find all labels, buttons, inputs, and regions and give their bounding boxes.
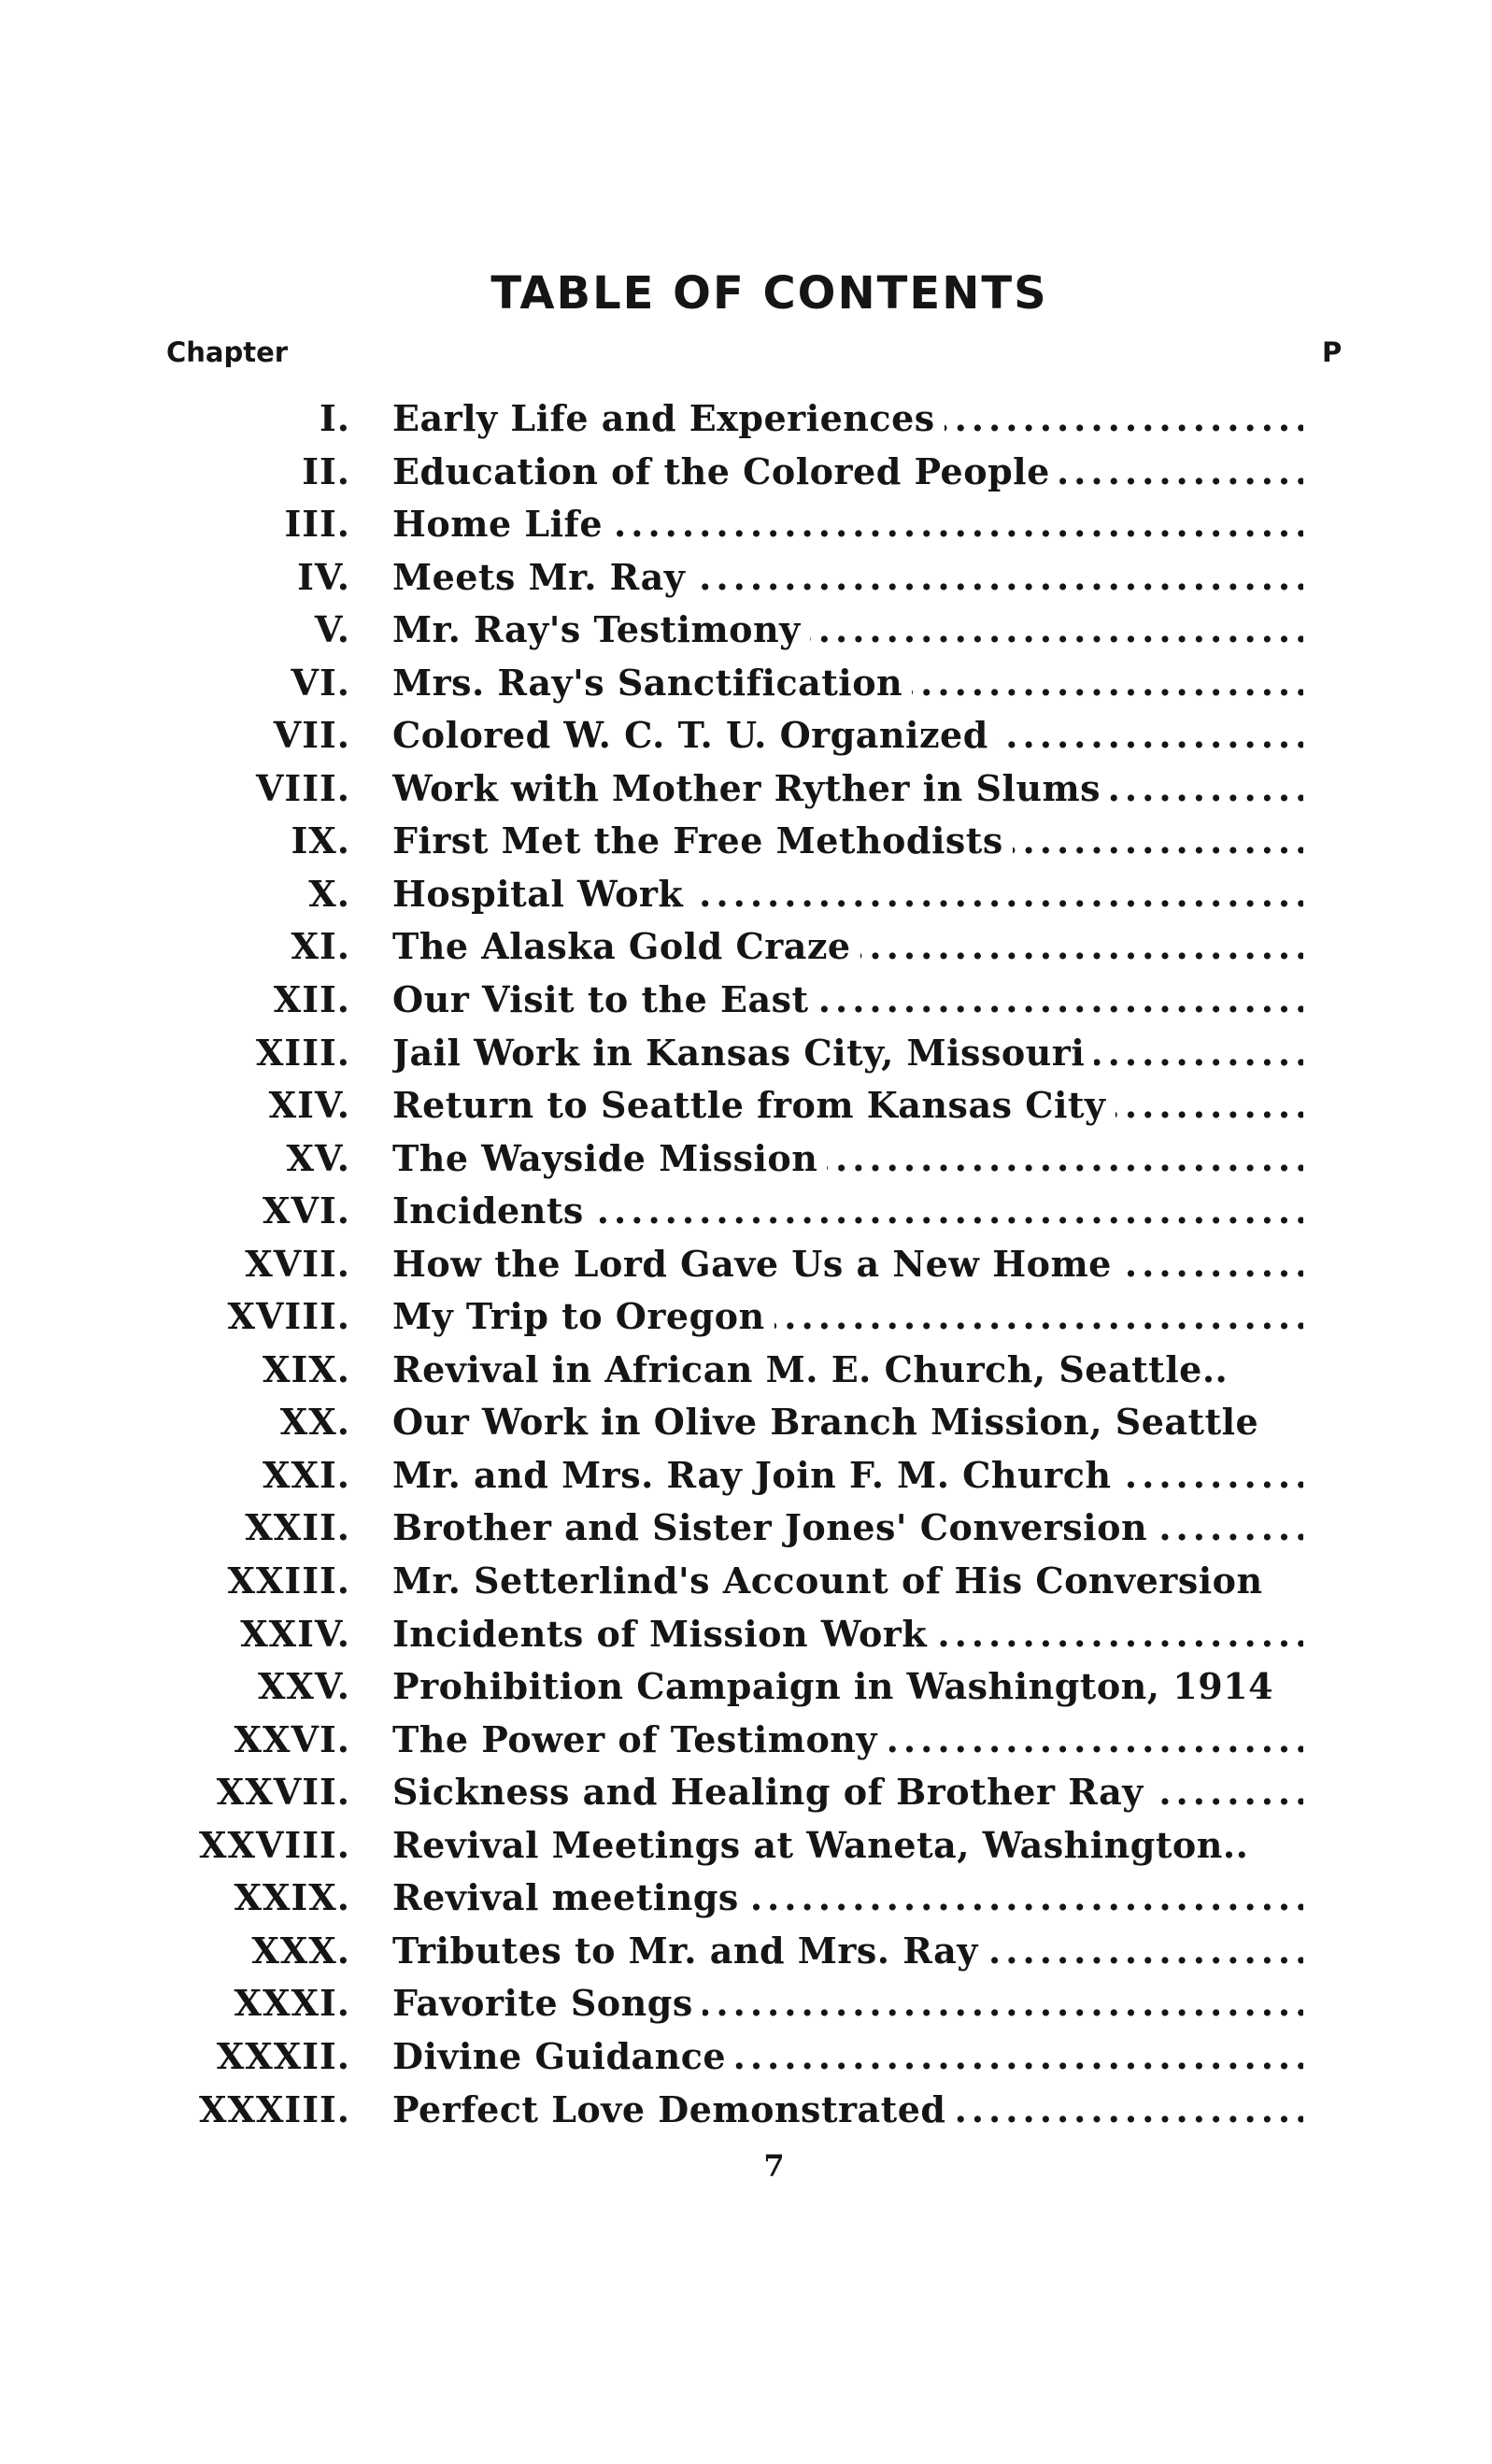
chapter-number: IV. <box>297 555 350 598</box>
chapter-number: VI. <box>291 661 350 704</box>
toc-entry <box>0 1766 1492 1819</box>
chapter-title: Colored W. C. T. U. Organized <box>392 714 998 756</box>
chapter-entry <box>392 1977 1303 2030</box>
chapter-number: XXXIII. <box>198 2087 350 2130</box>
chapter-title: Early Life and Experiences <box>392 397 945 439</box>
chapter-number: III. <box>284 503 350 546</box>
chapter-entry <box>392 1238 1303 1290</box>
toc-entry <box>0 1185 1492 1238</box>
chapter-title: Favorite Songs <box>392 1982 703 2024</box>
chapter-title: Home Life <box>392 503 612 545</box>
chapter-number: XXX. <box>251 1929 350 1972</box>
chapter-entry <box>392 1819 1303 1872</box>
chapter-number: XII. <box>273 978 350 1021</box>
chapter-number: XXIX. <box>234 1876 350 1919</box>
toc-entry <box>0 1027 1492 1080</box>
chapter-title: Revival in African M. E. Church, Seattle.. <box>392 1348 1237 1390</box>
chapter-number: XXII. <box>245 1506 350 1549</box>
chapter-entry <box>392 1396 1303 1448</box>
toc-entry <box>0 1608 1492 1661</box>
chapter-number: XXIII. <box>227 1560 350 1602</box>
chapter-title: Divine Guidance <box>392 2035 735 2077</box>
toc-entry <box>0 1344 1492 1397</box>
chapter-title: Work with Mother Ryther in Slums <box>392 767 1110 809</box>
chapter-entry <box>392 762 1303 815</box>
chapter-entry <box>392 1079 1303 1132</box>
chapter-entry <box>392 1555 1303 1607</box>
chapter-entry <box>392 815 1303 867</box>
chapter-title: The Wayside Mission <box>392 1137 827 1179</box>
chapter-title: Jail Work in Kansas City, Missouri <box>392 1032 1094 1074</box>
chapter-title: How the Lord Gave Us a New Home <box>392 1243 1121 1285</box>
toc-entry <box>0 1132 1492 1186</box>
chapter-number: XXIV. <box>240 1612 350 1655</box>
toc-entry <box>0 446 1492 499</box>
chapter-entry <box>392 920 1303 973</box>
toc-entry <box>0 1238 1492 1291</box>
chapter-title: Hospital Work <box>392 873 692 915</box>
chapter-entry <box>392 868 1303 920</box>
chapter-title: Brother and Sister Jones' Conversion <box>392 1506 1157 1548</box>
chapter-number: I. <box>319 397 350 439</box>
chapter-entry <box>392 1608 1303 1660</box>
chapter-number: XXXII. <box>216 2034 350 2077</box>
toc-entry <box>0 2030 1492 2084</box>
chapter-entry <box>392 1344 1303 1396</box>
chapter-entry <box>392 446 1303 498</box>
chapter-title: Our Visit to the East <box>392 978 818 1020</box>
chapter-entry <box>392 1872 1303 1924</box>
chapter-entry <box>392 974 1303 1026</box>
chapter-number: XIV. <box>268 1084 350 1127</box>
page-number: 7 <box>763 2148 785 2184</box>
chapter-number: XXV. <box>257 1665 350 1708</box>
toc-entry <box>0 974 1492 1027</box>
toc-entry <box>0 604 1492 657</box>
toc-entry <box>0 920 1492 974</box>
chapter-entry <box>392 657 1303 709</box>
chapter-number: IX. <box>291 819 350 862</box>
chapter-entry <box>392 2030 1303 2083</box>
chapter-entry <box>392 604 1303 656</box>
toc-entry <box>0 868 1492 921</box>
chapter-column-header: Chapter <box>166 336 289 368</box>
toc-entry <box>0 1819 1492 1873</box>
toc-entry <box>0 657 1492 710</box>
chapter-entry <box>392 1185 1303 1237</box>
chapter-title: Mrs. Ray's Sanctification <box>392 662 912 704</box>
chapter-entry <box>392 1660 1303 1713</box>
chapter-title: Prohibition Campaign in Washington, 1914 <box>392 1665 1283 1707</box>
chapter-number: XXVI. <box>234 1717 350 1760</box>
chapter-title: The Alaska Gold Craze <box>392 925 860 967</box>
toc-entry <box>0 709 1492 762</box>
chapter-title: Education of the Colored People <box>392 450 1059 492</box>
chapter-title: Return to Seattle from Kansas City <box>392 1084 1115 1126</box>
chapter-number: X. <box>308 872 350 915</box>
chapter-entry <box>392 1132 1303 1185</box>
toc-entry <box>0 1079 1492 1132</box>
chapter-entry <box>392 1766 1303 1818</box>
chapter-entry <box>392 1925 1303 1977</box>
chapter-title: Our Work in Olive Branch Mission, Seattle <box>392 1401 1268 1443</box>
chapter-entry <box>392 392 1303 445</box>
toc-entry <box>0 551 1492 605</box>
chapter-number: XXI. <box>263 1453 350 1496</box>
chapter-title: Mr. Ray's Testimony <box>392 608 810 650</box>
chapter-entry <box>392 551 1303 604</box>
toc-entry <box>0 1290 1492 1344</box>
chapter-number: XVIII. <box>227 1295 350 1338</box>
chapter-entry <box>392 1714 1303 1766</box>
table-of-contents-list <box>0 392 1492 2136</box>
chapter-title: Mr. and Mrs. Ray Join F. M. Church <box>392 1454 1120 1496</box>
chapter-number: XVI. <box>263 1189 350 1232</box>
toc-entry <box>0 1502 1492 1555</box>
chapter-title: Revival meetings <box>392 1876 748 1918</box>
chapter-number: XIII. <box>255 1031 350 1074</box>
toc-entry <box>0 1714 1492 1767</box>
chapter-number: XI. <box>291 925 350 968</box>
chapter-title: First Met the Free Methodists <box>392 819 1013 862</box>
chapter-title: Sickness and Healing of Brother Ray <box>392 1771 1153 1813</box>
chapter-number: XXVII. <box>216 1771 350 1814</box>
page-column-header: P <box>1322 336 1343 368</box>
toc-entry <box>0 2084 1492 2137</box>
toc-entry <box>0 815 1492 868</box>
toc-entry <box>0 1449 1492 1503</box>
toc-entry <box>0 392 1492 446</box>
chapter-title: Mr. Setterlind's Account of His Conversion <box>392 1560 1272 1602</box>
chapter-number: V. <box>314 608 350 651</box>
chapter-title: Meets Mr. Ray <box>392 556 694 598</box>
chapter-entry <box>392 498 1303 550</box>
toc-entry <box>0 1555 1492 1608</box>
chapter-number: XXVIII. <box>198 1823 350 1866</box>
toc-entry <box>0 1396 1492 1449</box>
toc-entry <box>0 1977 1492 2030</box>
chapter-entry <box>392 709 1303 762</box>
chapter-title: Tributes to Mr. and Mrs. Ray <box>392 1930 988 1972</box>
toc-entry <box>0 1660 1492 1714</box>
chapter-title: Incidents <box>392 1189 593 1232</box>
chapter-title: My Trip to Oregon <box>392 1295 774 1337</box>
chapter-title: The Power of Testimony <box>392 1718 887 1760</box>
page-title: TABLE OF CONTENTS <box>490 267 1048 320</box>
chapter-entry <box>392 1027 1303 1079</box>
chapter-number: II. <box>302 449 350 492</box>
chapter-number: VII. <box>273 714 350 757</box>
chapter-number: XVII. <box>245 1242 350 1285</box>
toc-entry <box>0 1872 1492 1925</box>
chapter-number: VIII. <box>255 766 350 809</box>
chapter-number: XV. <box>286 1136 350 1179</box>
chapter-entry <box>392 1449 1303 1502</box>
chapter-number: XXXI. <box>234 1982 350 2025</box>
toc-entry <box>0 498 1492 551</box>
chapter-number: XX. <box>279 1401 350 1444</box>
chapter-entry <box>392 1290 1303 1343</box>
chapter-title: Incidents of Mission Work <box>392 1613 936 1655</box>
chapter-entry <box>392 1502 1303 1554</box>
chapter-entry <box>392 2084 1303 2136</box>
chapter-title: Perfect Love Demonstrated <box>392 2088 955 2130</box>
chapter-title: Revival Meetings at Waneta, Washington.. <box>392 1824 1258 1866</box>
toc-entry <box>0 1925 1492 1978</box>
toc-entry <box>0 762 1492 816</box>
chapter-number: XIX. <box>263 1347 350 1390</box>
